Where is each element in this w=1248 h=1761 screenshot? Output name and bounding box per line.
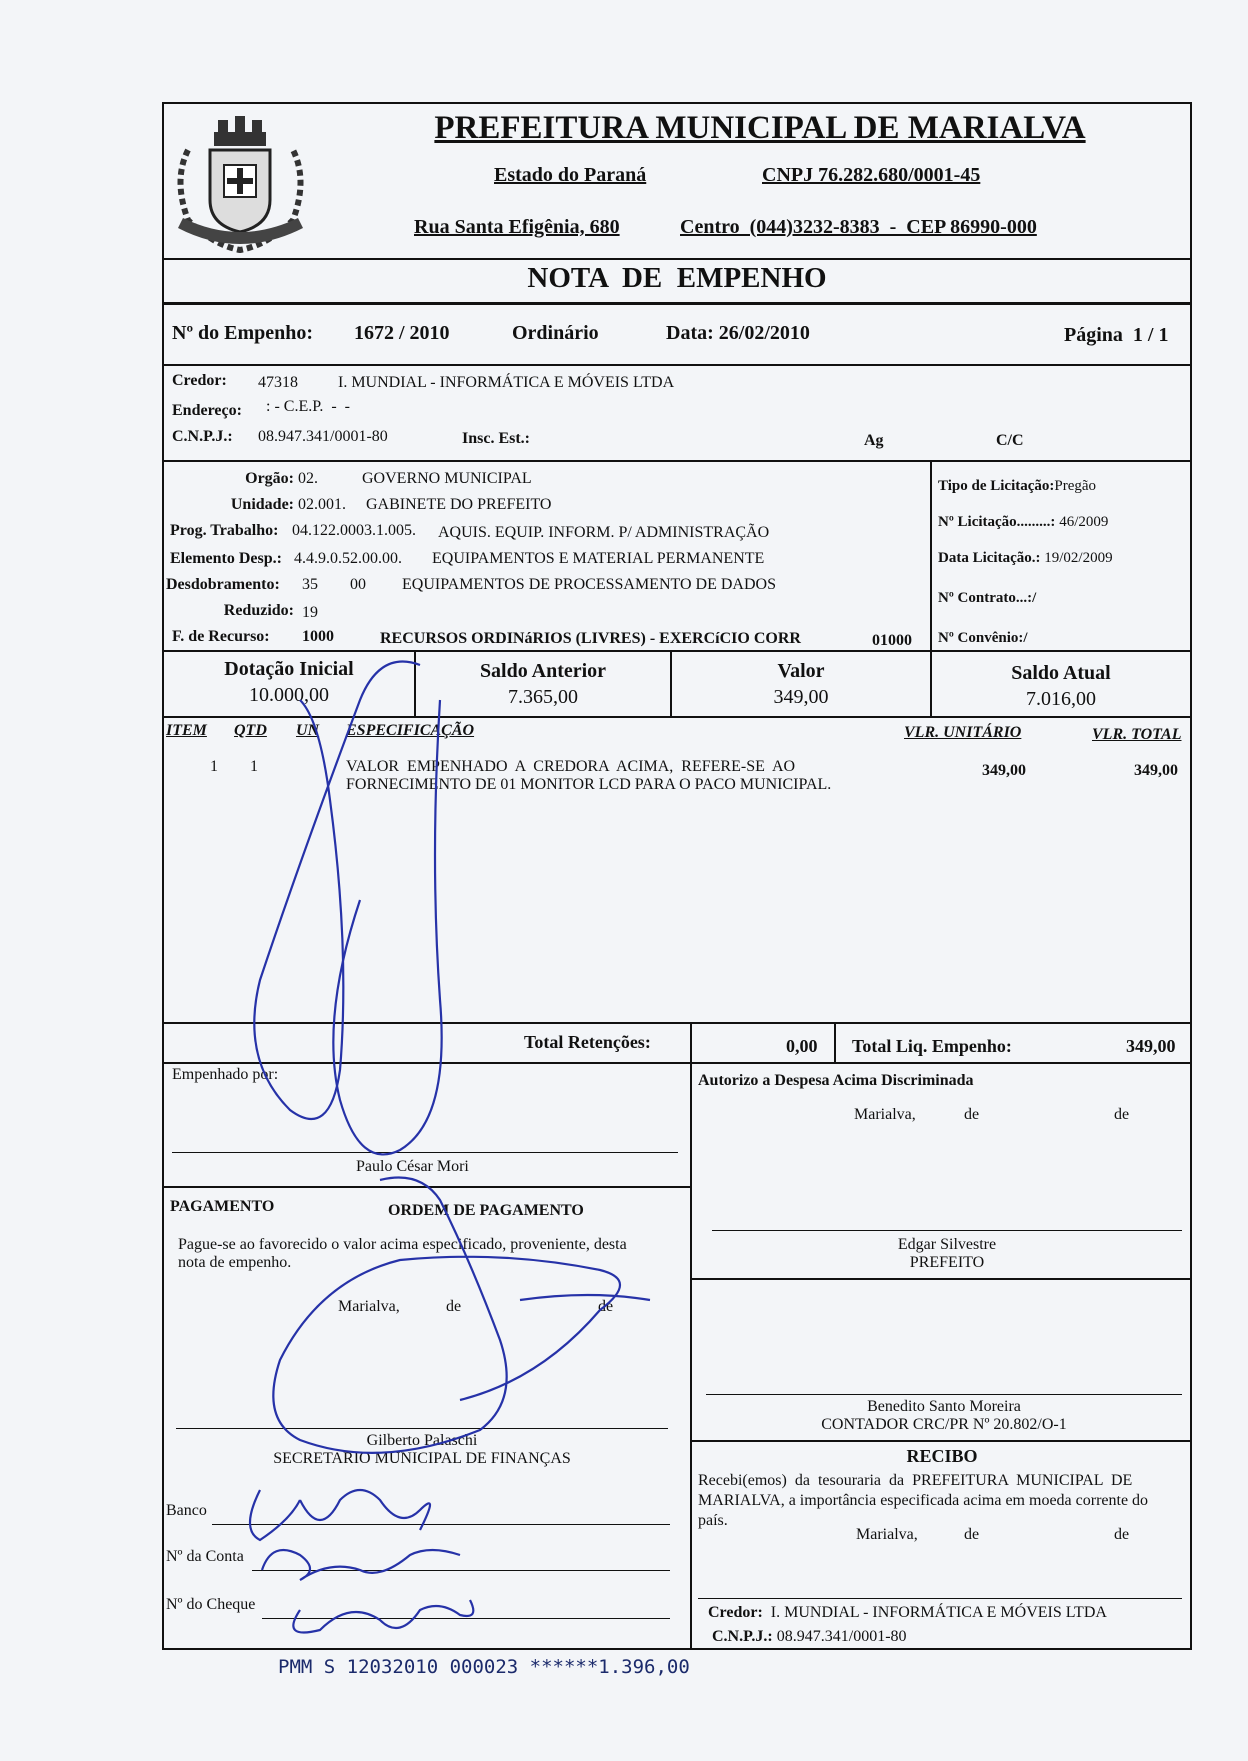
credor-cnpj-label: C.N.P.J.: bbox=[172, 428, 233, 445]
address-value: : - C.E.P. - - bbox=[266, 398, 350, 415]
cc-label: C/C bbox=[996, 432, 1024, 449]
reduzido-label: Reduzido: bbox=[223, 602, 294, 619]
pagamento-text-line1: Pague-se ao favorecido o valor acima especificado, proveniente, desta bbox=[178, 1236, 627, 1253]
autorizo-place: Marialva, bbox=[854, 1106, 916, 1123]
orgao-label: Orgão: bbox=[245, 470, 294, 487]
pagamento-label: PAGAMENTO bbox=[170, 1198, 275, 1215]
cnpj-label: CNPJ 76.282.680/0001-45 bbox=[762, 164, 981, 186]
unidade-code: 02.001. bbox=[298, 496, 346, 513]
licitacao-numero: Nº Licitação.........: 46/2009 bbox=[938, 514, 1109, 530]
contador-title: CONTADOR CRC/PR Nº 20.802/O-1 bbox=[821, 1416, 1067, 1433]
pagamento-place: Marialva, bbox=[338, 1298, 400, 1315]
col-spec: ESPECIFICAÇÃO bbox=[346, 722, 475, 739]
empenho-type: Ordinário bbox=[512, 322, 599, 344]
item-qtd: 1 bbox=[250, 758, 258, 775]
liq-empenho-label: Total Liq. Empenho: bbox=[852, 1036, 1012, 1056]
contrato-label: Nº Contrato...:/ bbox=[938, 590, 1037, 606]
saldo-atual-value: 7.016,00 bbox=[1026, 688, 1096, 710]
footer-code: PMM S 12032010 000023 ******1.396,00 bbox=[278, 1656, 690, 1678]
empenho-date: Data: 26/02/2010 bbox=[666, 322, 810, 344]
col-vlr-unit: VLR. UNITÁRIO bbox=[904, 724, 1022, 741]
retencoes-value: 0,00 bbox=[786, 1036, 818, 1056]
contador-name: Benedito Santo Moreira bbox=[867, 1398, 1021, 1415]
unidade-label: Unidade: bbox=[230, 496, 294, 513]
valor-label: Valor bbox=[777, 660, 825, 682]
pagamento-de1: de bbox=[446, 1298, 462, 1315]
reduzido-code: 19 bbox=[302, 604, 318, 621]
unidade-name: GABINETE DO PREFEITO bbox=[366, 496, 552, 513]
credor-code: 47318 bbox=[258, 374, 298, 391]
recibo-cnpj: C.N.P.J.: 08.947.341/0001-80 bbox=[712, 1628, 907, 1645]
page-number: Página 1 / 1 bbox=[1064, 324, 1169, 346]
doc-title: NOTA DE EMPENHO bbox=[527, 262, 827, 294]
pagamento-text-line2: nota de empenho. bbox=[178, 1254, 292, 1271]
recurso-name: RECURSOS ORDINáRIOS (LIVRES) - EXERCíCIO CORR bbox=[380, 630, 801, 647]
elemento-name: EQUIPAMENTOS E MATERIAL PERMANENTE bbox=[432, 550, 765, 567]
saldo-anterior-value: 7.365,00 bbox=[508, 686, 578, 708]
recibo-place: Marialva, bbox=[856, 1526, 918, 1543]
pagamento-de2: de bbox=[598, 1298, 614, 1315]
autorizo-de1: de bbox=[964, 1106, 980, 1123]
recurso-sub: 01000 bbox=[872, 632, 912, 649]
prog-label: Prog. Trabalho: bbox=[170, 522, 279, 539]
licitacao-tipo: Tipo de Licitação:Pregão bbox=[938, 478, 1097, 494]
autorizo-label: Autorizo a Despesa Acima Discriminada bbox=[698, 1072, 974, 1089]
credor-name: I. MUNDIAL - INFORMÁTICA E MÓVEIS LTDA bbox=[338, 374, 675, 391]
address-label: Endereço: bbox=[172, 402, 242, 419]
dotacao-value: 10.000,00 bbox=[249, 684, 329, 706]
item-number: 1 bbox=[210, 758, 218, 775]
saldo-anterior-label: Saldo Anterior bbox=[479, 660, 607, 682]
recibo-title: RECIBO bbox=[906, 1446, 978, 1466]
licitacao-data: Data Licitação.: 19/02/2009 bbox=[938, 550, 1113, 566]
orgao-code: 02. bbox=[298, 470, 318, 487]
retencoes-label: Total Retenções: bbox=[524, 1032, 651, 1052]
state-label: Estado do Paraná bbox=[494, 164, 647, 186]
empenhado-label: Empenhado por: bbox=[172, 1066, 279, 1083]
saldo-atual-label: Saldo Atual bbox=[1011, 662, 1111, 684]
recibo-text-line3: país. bbox=[698, 1512, 728, 1529]
desdobramento-sub: 00 bbox=[350, 576, 366, 593]
street-label: Rua Santa Efigênia, 680 bbox=[414, 216, 620, 238]
secretario-title: SECRETARIO MUNICIPAL DE FINANÇAS bbox=[273, 1450, 571, 1467]
secretario-name: Gilberto Palaschi bbox=[366, 1432, 478, 1449]
page-title: PREFEITURA MUNICIPAL DE MARIALVA bbox=[434, 110, 1086, 146]
convenio-label: Nº Convênio:/ bbox=[938, 630, 1028, 646]
desdobramento-label: Desdobramento: bbox=[166, 576, 280, 593]
prefeito-title: PREFEITO bbox=[909, 1254, 985, 1271]
valor-value: 349,00 bbox=[773, 686, 829, 708]
col-item: ITEM bbox=[166, 722, 207, 739]
desdobramento-code: 35 bbox=[302, 576, 318, 593]
credor-label: Credor: bbox=[172, 372, 227, 389]
recibo-text-line2: MARIALVA, a importância especificada acima em moeda corrente do bbox=[698, 1492, 1149, 1509]
item-vlr-unit: 349,00 bbox=[982, 762, 1026, 779]
empenho-number: 1672 / 2010 bbox=[354, 322, 450, 344]
desdobramento-name: EQUIPAMENTOS DE PROCESSAMENTO DE DADOS bbox=[402, 576, 776, 593]
col-un: UN bbox=[296, 722, 320, 739]
contact-label: Centro (044)3232-8383 - CEP 86990-000 bbox=[680, 216, 1037, 238]
recibo-text-line1: Recebi(emos) da tesouraria da PREFEITURA MUNICIPAL DE bbox=[698, 1472, 1133, 1489]
dotacao-label: Dotação Inicial bbox=[224, 658, 354, 680]
col-qtd: QTD bbox=[234, 722, 267, 739]
prog-code: 04.122.0003.1.005. bbox=[292, 522, 416, 539]
item-spec-line2: FORNECIMENTO DE 01 MONITOR LCD PARA O PACO MUNICIPAL. bbox=[346, 776, 832, 793]
orgao-name: GOVERNO MUNICIPAL bbox=[362, 470, 532, 487]
ag-label: Ag bbox=[864, 432, 884, 449]
recibo-de2: de bbox=[1114, 1526, 1130, 1543]
recibo-credor: Credor: I. MUNDIAL - INFORMÁTICA E MÓVEIS LTDA bbox=[708, 1604, 1107, 1621]
prefeito-name: Edgar Silvestre bbox=[897, 1236, 997, 1253]
liq-empenho-value: 349,00 bbox=[1126, 1036, 1176, 1056]
cheque-label: Nº do Cheque bbox=[166, 1596, 256, 1613]
municipal-crest-icon bbox=[168, 110, 313, 258]
item-vlr-total: 349,00 bbox=[1134, 762, 1178, 779]
recurso-code: 1000 bbox=[302, 628, 334, 645]
empenho-label: Nº do Empenho: bbox=[172, 322, 314, 344]
insc-label: Insc. Est.: bbox=[462, 430, 531, 447]
elemento-code: 4.4.9.0.52.00.00. bbox=[294, 550, 402, 567]
credor-cnpj: 08.947.341/0001-80 bbox=[258, 428, 388, 445]
elemento-label: Elemento Desp.: bbox=[170, 550, 282, 567]
prog-name: AQUIS. EQUIP. INFORM. P/ ADMINISTRAÇÃO bbox=[438, 524, 770, 541]
item-spec-line1: VALOR EMPENHADO A CREDORA ACIMA, REFERE-SE AO bbox=[346, 758, 796, 775]
recibo-de1: de bbox=[964, 1526, 980, 1543]
autorizo-de2: de bbox=[1114, 1106, 1130, 1123]
col-vlr-total: VLR. TOTAL bbox=[1092, 726, 1182, 743]
ordem-label: ORDEM DE PAGAMENTO bbox=[388, 1202, 584, 1219]
banco-label: Banco bbox=[166, 1502, 207, 1519]
conta-label: Nº da Conta bbox=[166, 1548, 244, 1565]
recurso-label: F. de Recurso: bbox=[172, 628, 270, 645]
empenhado-name: Paulo César Mori bbox=[356, 1158, 469, 1175]
